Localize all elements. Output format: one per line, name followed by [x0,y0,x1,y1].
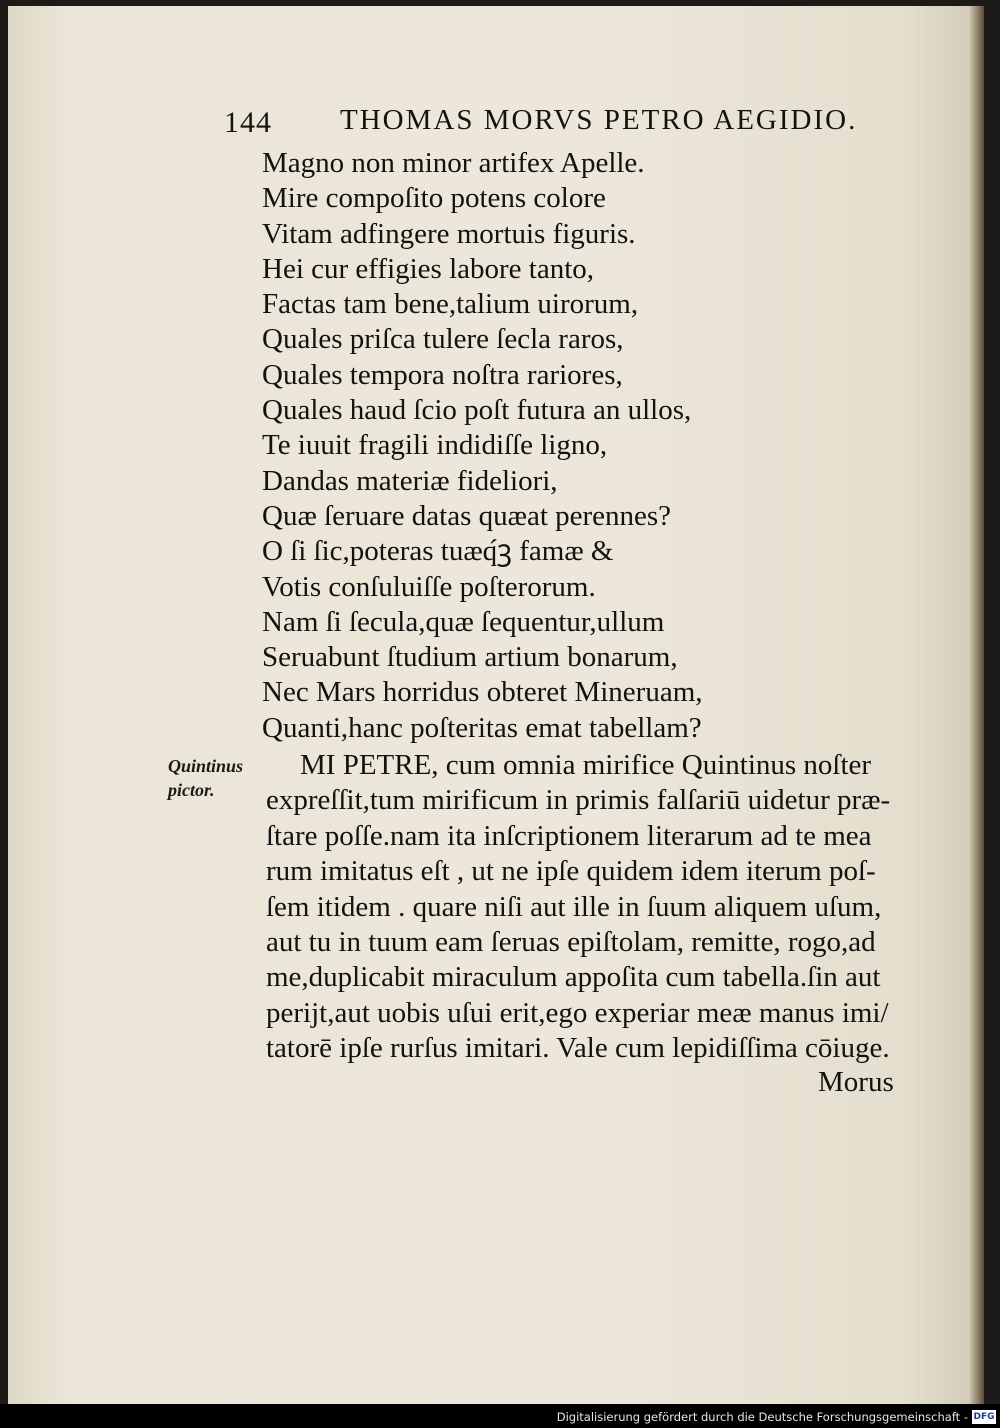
letter-line: MI PETRE, cum omnia mirifice Quintinus noſter [300,749,872,781]
dfg-logo-icon: DFG [973,1412,995,1422]
verse-line: Dandas materiæ fideliori, [262,464,558,497]
letter-line: perijt,aut uobis uſui erit,ego experiar meæ manus imi/ [266,996,889,1029]
letter-line: ſtare poſſe.nam ita inſcriptionem literarum ad te mea [266,819,872,852]
verse-line: Seruabunt ſtudium artium bonarum, [262,641,678,674]
verse-line: Quales haud ſcio poſt futura an ullos, [262,394,692,427]
running-head [220,104,880,144]
footer-credit: Digitalisierung gefördert durch die Deutsche Forschungsgemeinschaft - [556,1410,968,1424]
letter-line: rum imitatus eſt , ut ne ipſe quidem idem iterum poſ- [266,855,876,888]
verse-line: Te iuuit fragili indidiſſe ligno, [262,429,608,462]
poem-verses [262,146,922,746]
verse-line: Factas tam bene,talium uirorum, [262,288,639,321]
marginal-note-line: Quintinus [168,756,244,776]
letter-line: me,duplicabit miraculum appoſita cum tabella.ſin aut [266,961,881,994]
running-head-title: THOMAS MORVS PETRO AEGIDIO. [340,104,858,136]
marginal-note-line: pictor. [168,780,215,800]
verse-line: Hei cur effigies labore tanto, [262,252,595,285]
verse-line: Mire compoſito potens colore [262,182,606,215]
verse-line: Quales tempora noſtra rariores, [262,358,623,391]
digitization-footer [0,1404,1000,1428]
verse-line: Quanti,hanc poſteritas emat tabellam? [262,711,702,744]
verse-line: Votis conſuluiſſe poſterorum. [262,570,596,603]
catchword: Morus [818,1066,894,1098]
marginal-note [168,754,268,802]
page-edge [970,6,984,1404]
verse-line: Quæ ſeruare datas quæat perennes? [262,499,672,532]
letter-text [266,748,926,1067]
page-number: 144 [224,106,272,139]
letter-line: tatorē ipſe rurſus imitari. Vale cum lepidiſſima cōiuge. [266,1032,890,1065]
verse-line: Quales priſca tulere ſecla raros, [262,323,624,356]
letter-line: ſem itidem . quare niſi aut ille in ſuum aliquem uſum, [266,890,882,923]
verse-line: Nec Mars horridus obteret Mineruam, [262,676,703,709]
verse-line: O ſi ſic,poteras tuæq́ꝫ famæ & [262,535,614,568]
verse-line: Nam ſi ſecula,quæ ſequentur,ullum [262,605,665,638]
letter-line: aut tu in tuum eam ſeruas epiſtolam, remitte, rogo,ad [266,925,876,958]
letter-line: expreſſit,tum mirificum in primis falſariū uidetur præ- [266,784,891,817]
verse-line: Vitam adfingere mortuis figuris. [262,217,636,250]
verse-line: Magno non minor artifex Apelle. [262,147,645,179]
